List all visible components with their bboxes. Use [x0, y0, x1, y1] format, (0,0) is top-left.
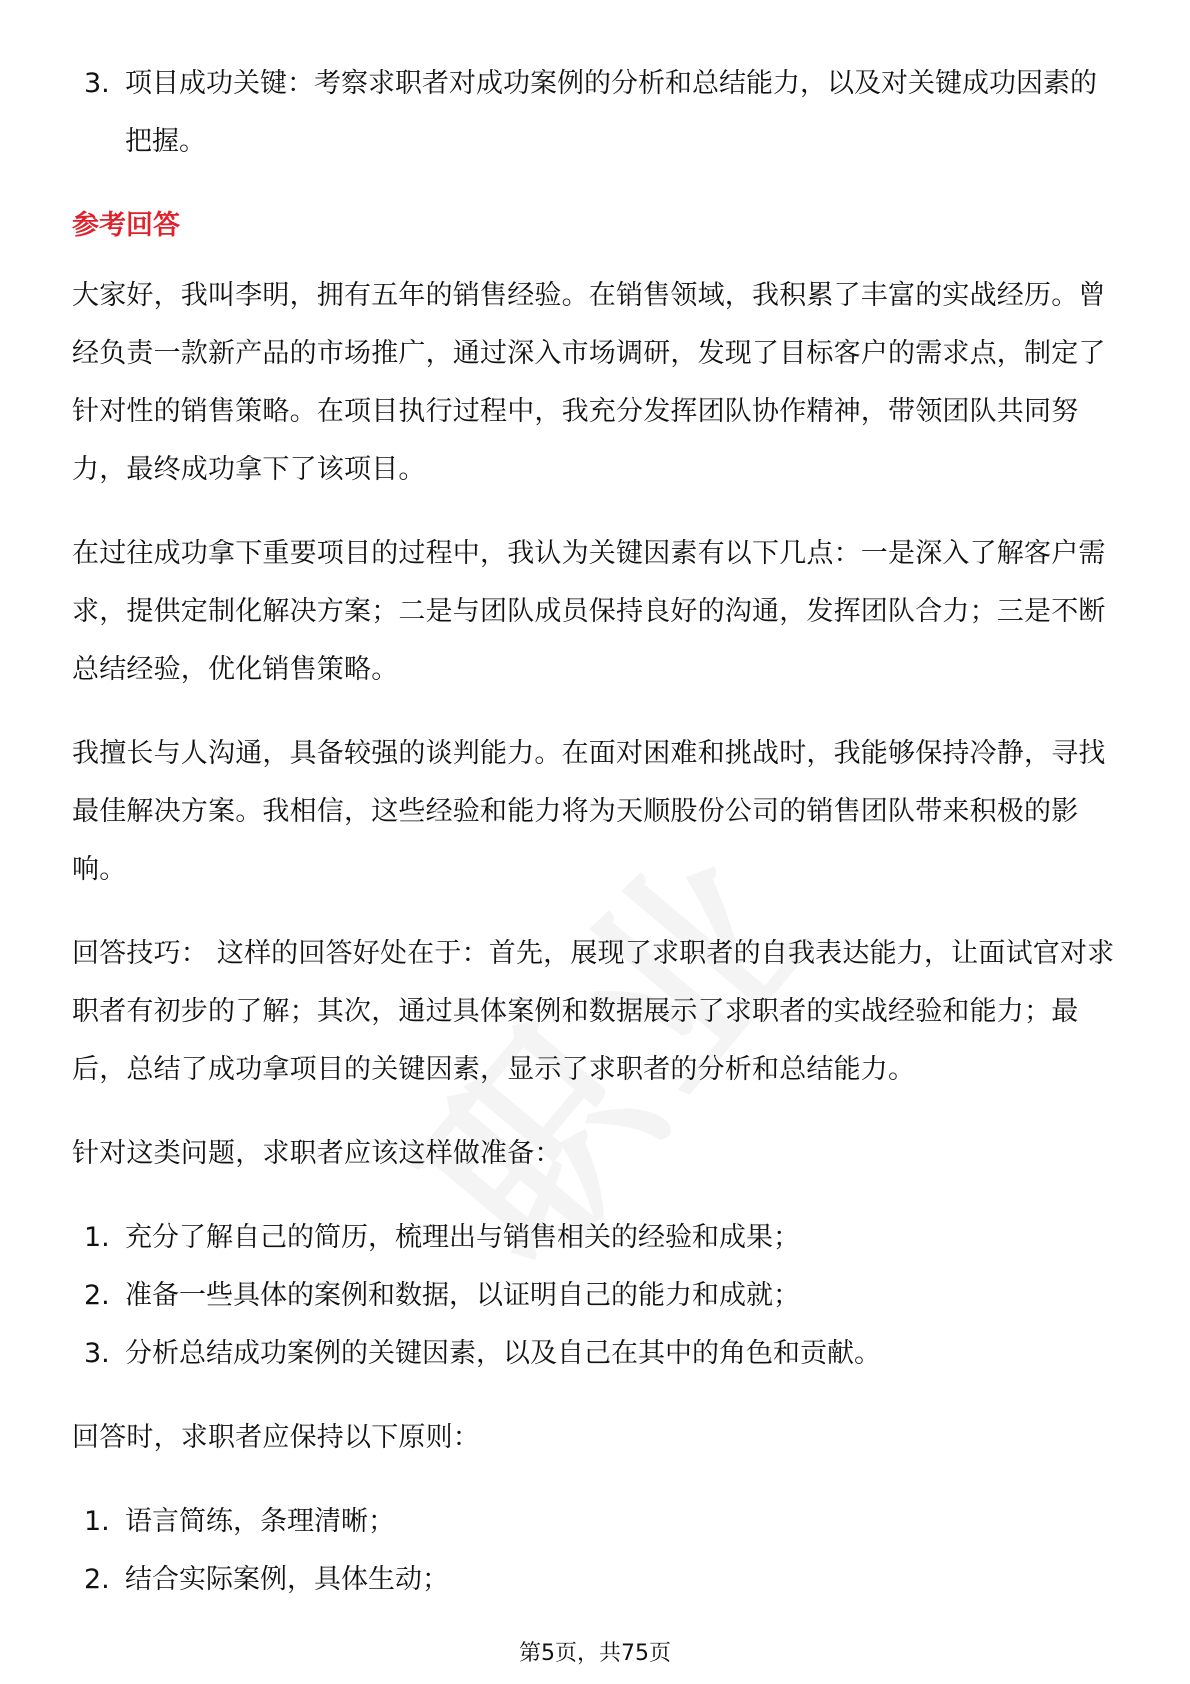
list-item — [72, 1209, 1120, 1267]
paragraph-tips: 回答技巧： 这样的回答好处在于：首先，展现了求职者的自我表达能力，让面试官对求职者有初步的了解；其次，通过具体案例和数据展示了求职者的实战经验和能力；最后，总结了成功拿项目的关键因素，显示了求职者的分析和总结能力。 — [72, 938, 1115, 1085]
list-item — [72, 1551, 1120, 1609]
list-text: 结合实际案例，具体生动； — [125, 1564, 449, 1595]
paragraph-skills: 我擅长与人沟通，具备较强的谈判能力。在面对困难和挑战时，我能够保持冷静，寻找最佳解决方案。我相信，这些经验和能力将为天顺股份公司的销售团队带来积极的影响。 — [72, 738, 1106, 885]
list-text: 分析总结成功案例的关键因素，以及自己在其中的角色和贡献。 — [125, 1338, 881, 1369]
prep-list — [72, 1209, 1120, 1383]
section-heading: 参考回答 — [72, 210, 180, 241]
paragraph-principles-intro: 回答时，求职者应保持以下原则： — [72, 1422, 480, 1453]
list-number: 1. — [84, 1506, 110, 1537]
list-item — [72, 55, 1120, 171]
list-number: 2. — [84, 1280, 110, 1311]
intro-list — [72, 55, 1120, 171]
list-number: 3. — [84, 68, 110, 99]
list-number: 3. — [84, 1338, 110, 1369]
list-item — [72, 1325, 1120, 1383]
list-text: 准备一些具体的案例和数据，以证明自己的能力和成就； — [125, 1280, 800, 1311]
paragraph-intro: 大家好，我叫李明，拥有五年的销售经验。在销售领域，我积累了丰富的实战经历。曾经负责一款新产品的市场推广，通过深入市场调研，发现了目标客户的需求点，制定了针对性的销售策略。在项目执行过程中，我充分发挥团队协作精神，带领团队共同努力，最终成功拿下了该项目。 — [72, 280, 1106, 485]
list-text: 项目成功关键：考察求职者对成功案例的分析和总结能力，以及对关键成功因素的把握。 — [125, 68, 1097, 157]
principles-list — [72, 1493, 1120, 1609]
list-number: 1. — [84, 1222, 110, 1253]
list-item — [72, 1267, 1120, 1325]
page-content — [72, 55, 1120, 1635]
list-number: 2. — [84, 1564, 110, 1595]
paragraph-key-factors: 在过往成功拿下重要项目的过程中，我认为关键因素有以下几点：一是深入了解客户需求，提供定制化解决方案；二是与团队成员保持良好的沟通，发挥团队合力；三是不断总结经验，优化销售策略。 — [72, 538, 1106, 685]
list-item — [72, 1493, 1120, 1551]
paragraph-prep-intro: 针对这类问题，求职者应该这样做准备： — [72, 1138, 562, 1169]
page-footer: 第5页，共75页 — [519, 1641, 671, 1666]
list-text: 语言简练，条理清晰； — [125, 1506, 395, 1537]
list-text: 充分了解自己的简历，梳理出与销售相关的经验和成果； — [125, 1222, 800, 1253]
